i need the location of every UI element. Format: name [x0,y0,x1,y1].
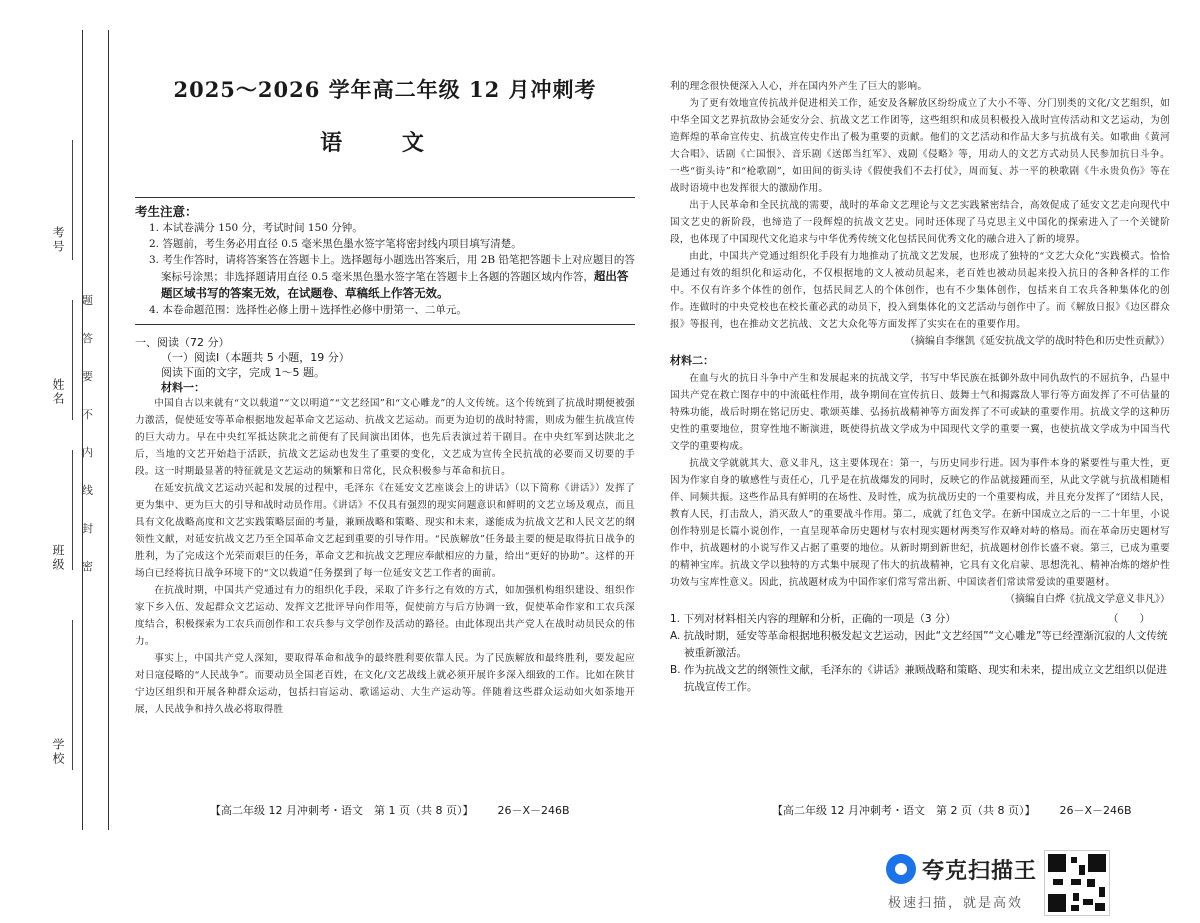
page-1 [135,70,635,718]
qr-code-icon [1044,850,1110,916]
question-1 [670,611,1170,628]
material-1-label: 材料一： [161,381,205,394]
field-name [72,300,73,420]
scanner-watermark [886,850,1056,910]
page-1-footer [210,802,570,818]
section-heading: 一、阅读（72 分） [135,336,230,349]
seal-char: 题 [82,294,93,307]
answer-paren: （ ） [1108,613,1150,625]
paragraph: 为了更有效地宣传抗战并促进相关工作，延安及各解放区纷纷成立了大小不等、分门别类的文化/文艺组织，如中华全国文艺界抗敌协会延安分会、抗战文艺工作团等，这些组织和成员积极投入战时宣传活动和文艺运动，为创造辉煌的革命宣传史、抗战宣传史作出了极为重要的贡献。他们的文艺活动和作品大多与抗战有关。如歌曲《黄河大合唱》、话剧《亡国恨》、音乐剧《送郎当红军》、戏剧《侵略》等，用动人的文艺方式动员人民参加抗日斗争。一些“街头诗”和“枪歌剧”，如田间的街头诗《假使我们不去打仗》，周而复、苏一平的秧歌剧《牛永贵负伤》等在战时语境中也发挥很大的激励作用。 [670,98,1170,194]
subsection-heading: （一）阅读Ⅰ（本题共 5 小题，19 分） [161,351,350,364]
paragraph: 利的理念很快便深入人心，并在国内外产生了巨大的影响。 [670,81,928,92]
seal-char: 线 [82,484,93,497]
field-school [72,620,73,770]
material-1-continued [670,78,1170,333]
paragraph: 事实上，中国共产党人深知，要取得革命和战争的最终胜利要依靠人民。为了民族解放和最终胜利，要发起应对日寇侵略的“人民战争”。而要动员全国老百姓，在文化/文艺战线上就必须开展许多深入细致的工作。比如在陕甘宁边区组织和开展各种群众运动，包括扫盲运动、歌谣运动、大生产运动等。伴随着这些群众运动如火如荼地开展，人民战争和持久战必将取得胜 [135,653,635,715]
seal-char: 答 [82,332,93,345]
label-name: 姓名 [51,378,65,406]
seal-char: 密 [82,560,93,573]
paragraph: 在延安抗战文艺运动兴起和发展的过程中，毛泽东《在延安文艺座谈会上的讲话》（以下简称《讲话》）发挥了更为集中、更为巨大的引导和战时动员作用。《讲话》不仅具有强烈的现实问题意识和鲜明的文艺立场及观点，而且具有文化战略高度和文艺实践策略层面的考量，兼顾战略和策略、现实和未来，遂能成为抗战文艺和人民文艺的纲领性文献，对延安抗战文艺乃至全国革命文艺起到重要的引导作用。“民族解放”任务最主要的便是取得抗日战争的胜利，为了完成这个光荣而艰巨的任务，革命文艺和抗战文艺理应奉献相应的力量，给出“更好的协助”。这样的开场白已经将抗日战争环境下的“文以载道”任务摆到了每一位延安文艺工作者的面前。 [135,483,635,579]
subject-title: 语 文 [320,130,450,156]
footer-label: 【高二年级 12 月冲刺考・语文 第 1 页（共 8 页）】 [210,804,474,817]
material-1-text [135,395,635,718]
binding-line [82,30,83,830]
notice-title: 考生注意： [135,204,198,219]
seal-char: 封 [82,522,93,535]
scanner-logo-icon [886,854,916,884]
paragraph: 出于人民革命和全民抗战的需要，战时的革命文艺理论与文艺实践紧密结合，高效促成了延安文艺走向现代中国文艺史的新阶段，也缔造了一段辉煌的抗战文艺史。同时还体现了马克思主义中国化的探索进入了一个关键阶段，也体现了中国现代文化追求与中华优秀传统文化包括民间优秀文化的融合进入了新的境界。 [670,200,1170,245]
binding-line [108,30,109,830]
field-class [72,450,73,570]
material-2-text [670,370,1170,591]
page-2 [670,78,1170,696]
question-stem: 1. 下列对材料相关内容的理解和分析，正确的一项是（3 分） [670,613,956,625]
option-b: B. 作为抗战文艺的纲领性文献，毛泽东的《讲话》兼顾战略和策略、现实和未来，提出成立文艺组织以促进抗战宣传工作。 [670,664,1167,693]
label-class: 班级 [51,544,65,572]
footer-label: 【高二年级 12 月冲刺考・语文 第 2 页（共 8 页）】 [772,804,1036,817]
notice-emphasis: 超出答题区域书写的答案无效，在试题卷、草稿纸上作答无效。 [161,269,629,300]
seal-char: 内 [82,446,93,459]
instruction: 阅读下面的文字，完成 1～5 题。 [161,366,325,379]
notice-item: 1. 本试卷满分 150 分，考试时间 150 分钟。 [149,222,363,234]
page-2-footer [772,802,1132,818]
footer-code: 26－X－246B [1059,804,1132,817]
paragraph: 中国自古以来就有“文以载道”“文以明道”“文艺经国”和“文心雕龙”的人文传统。这个传统到了抗战时期便被强力激活，促使延安等革命根据地发起革命文艺运动、抗战文艺运动。而更为迫切的战时特需，则成为催生抗战宣传的巨大动力。早在中央红军抵达陕北之前便有了民间演出团体，也先后表演过若干剧目。在中央红军到达陕北之后，当地的文艺开始趋于活跃，抗战文艺运动也发生了重要的变化，文艺成为宣传全民抗战的必要而又切要的手段。这一时期最显著的特征就是文艺运动的频繁和日常化，民众积极参与革命和抗日。 [135,398,635,477]
label-school: 学校 [51,738,65,766]
paragraph: 抗战文学就就其大、意义非凡，这主要体现在：第一，与历史同步行进。因为事件本身的紧要性与重大性，更因为作家自身的敏感性与责任心，几乎是在抗战爆发的同时，反映它的作品就接踵而至，从此文学就与抗战相随相伴、同频共振。这些作品具有鲜明的在场性、及时性，成为抗战历史的一个重要构成，并且充分发挥了“团结人民，教育人民，打击敌人，消灭敌人”的重要战斗作用。第二，成就了红色文学。在新中国成立之后的一二十年里，小说创作特别是长篇小说创作，一直呈现革命历史题材与农村现实题材两类写作双峰对峙的格局。而在革命历史题材写作中，抗战题材的小说写作又占据了重要的地位。从新时期到新世纪，抗战题材创作长盛不衰。第三，已成为重要的精神宝库。抗战文学以独特的方式集中展现了伟大的抗战精神，它具有文化启蒙、思想洗礼、精神冶炼的熔炉性功效与宝库性意义。因此，抗战题材成为中国作家们常写常出新、中国读者们常读常爱读的重要题材。 [670,458,1170,588]
citation-1: （摘编自李继凯《延安抗战文学的战时特色和历史性贡献》） [905,336,1170,347]
footer-code: 26－X－246B [497,804,570,817]
notice-item: 2. 答题前，考生务必用直径 0.5 毫米黑色墨水签字笔将密封线内项目填写清楚。 [149,238,522,250]
field-exam-number [72,140,73,260]
label-exam-number: 考号 [51,226,65,254]
scanner-slogan: 极速扫描，就是高效 [888,896,1024,911]
seal-char: 不 [82,408,93,421]
notice-box [135,197,635,325]
notice-item [135,252,635,302]
material-2-label: 材料二： [670,354,714,367]
notice-item: 4. 本卷命题范围：选择性必修上册＋选择性必修中册第一、二单元。 [149,304,467,316]
option-a: A. 抗战时期，延安等革命根据地积极发起文艺运动，因此“文艺经国”“文心雕龙”等已经湮渐沉寂的人文传统被重新激活。 [670,630,1168,659]
paragraph: 在抗战时期，中国共产党通过有力的组织化手段，采取了许多行之有效的方式，如加强机构组织建设、组织作家下乡入伍、发起群众文艺运动、发挥文艺批评导向作用等，促使前方与后方协调一致，促使革命作家和工农兵深度结合，积极探索为工农兵而创作和工农兵参与文学创作及活动的路径。由此体现出共产党人在战时动员民众的伟力。 [135,585,635,647]
scanner-name: 夸克扫描王 [922,859,1038,884]
exam-title: 2025～2026 学年高二年级 12 月冲刺考 [173,77,597,102]
notice-text: 3. 考生作答时，请将答案答在答题卡上。选择题每小题选出答案后，用 2B 铅笔把答题卡上对应题目的答案标号涂黑；非选择题请用直径 0.5 毫米黑色墨水签字笔在答题卡上各题的答题区域内作答， [149,254,635,283]
paragraph: 由此，中国共产党通过组织化手段有力地推动了抗战文艺发展，也形成了独特的“文艺大众化”实践模式。恰恰是通过有效的组织化和运动化，不仅根据地的文人被动员起来，老百姓也被动员起来投入抗日的各种各样的工作中。不仅有许多个体性的创作，包括民间艺人的个体创作，也有不少集体创作，包括来自工农兵各种集体化的创作。连做时的中央党校也在校长董必武的动员下，投入到集体化的文艺活动与创作中了。而《解放日报》《边区群众报》等报刊，也在推动文艺抗战、文艺大众化等方面发挥了实实在在的重要作用。 [670,251,1170,330]
binding-margin [0,0,112,923]
seal-char: 要 [82,370,93,383]
citation-2: （摘编自白烨《抗战文学意义非凡》） [1005,594,1170,605]
paragraph: 在血与火的抗日斗争中产生和发展起来的抗战文学，书写中华民族在抵御外敌中同仇敌忾的不屈抗争，凸显中国共产党在救亡图存中的中流砥柱作用，战争期间在宣传抗日、鼓舞士气和揭露敌人罪行等方面发挥了不可估量的特殊功能，战后时期在铭记历史、歌颂英雄、弘扬抗战精神等方面发挥了不可或缺的重要作用。抗战文学的这种历史性的重要地位，贯穿性地不断演进，既使得抗战文学成为中国现代文学的重要一翼，也使抗战文学成为中国当代文学的重要构成。 [670,373,1170,452]
